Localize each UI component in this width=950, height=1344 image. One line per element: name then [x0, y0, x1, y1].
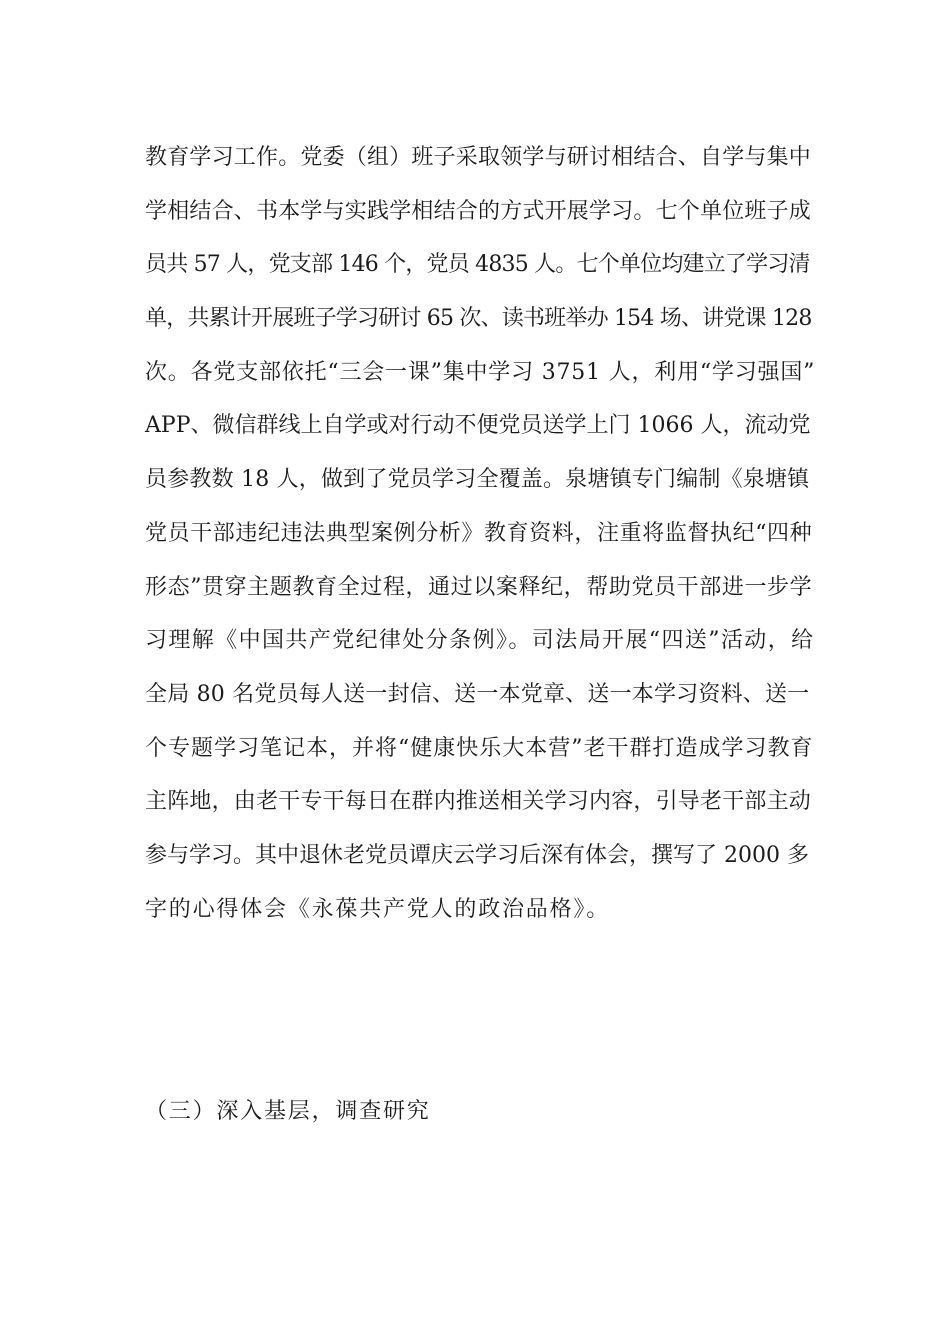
paragraph-line: 学相结合、书本学与实践学相结合的方式开展学习。七个单位班子成 [145, 198, 812, 224]
paragraph-line: 员共 57 人，党支部 146 个，党员 4835 人。七个单位均建立了学习清 [145, 252, 810, 278]
paragraph-line: 参与学习。其中退休老党员谭庆云学习后深有体会，撰写了 2000 多 [145, 842, 809, 868]
paragraph-line: 形态”贯穿主题教育全过程，通过以案释纪，帮助党员干部进一步学 [145, 574, 813, 600]
paragraph-line: 个专题学习笔记本，并将“健康快乐大本营”老干群打造成学习教育 [145, 735, 814, 761]
paragraph-line: APP、微信群线上自学或对行动不便党员送学上门 1066 人，流动党 [145, 413, 811, 439]
paragraph-line: 党员干部违纪违法典型案例分析》教育资料，注重将监督执纪“四种 [145, 520, 813, 546]
paragraph-line: 习理解《中国共产党纪律处分条例》。司法局开展“四送”活动，给 [145, 628, 815, 654]
body-paragraph [145, 136, 815, 941]
paragraph-line: 单，共累计开展班子学习研讨 65 次、读书班举办 154 场、讲党课 128 [145, 306, 812, 332]
paragraph-line: 全局 80 名党员每人送一封信、送一本党章、送一本学习资料、送一 [145, 681, 810, 707]
paragraph-line: 主阵地，由老干专干每日在群内推送相关学习内容，引导老干部主动 [145, 789, 812, 815]
paragraph-line: 字的心得体会《永葆共产党人的政治品格》。 [145, 896, 611, 922]
paragraph-line: 次。各党支部依托“三会一课”集中学习 3751 人，利用“学习强国” [145, 359, 816, 385]
section-heading: （三）深入基层，调查研究 [145, 1099, 431, 1124]
paragraph-line: 教育学习工作。党委（组）班子采取领学与研讨相结合、自学与集中 [145, 145, 812, 170]
paragraph-line: 员参教数 18 人，做到了党员学习全覆盖。泉塘镇专门编制《泉塘镇 [145, 467, 810, 493]
